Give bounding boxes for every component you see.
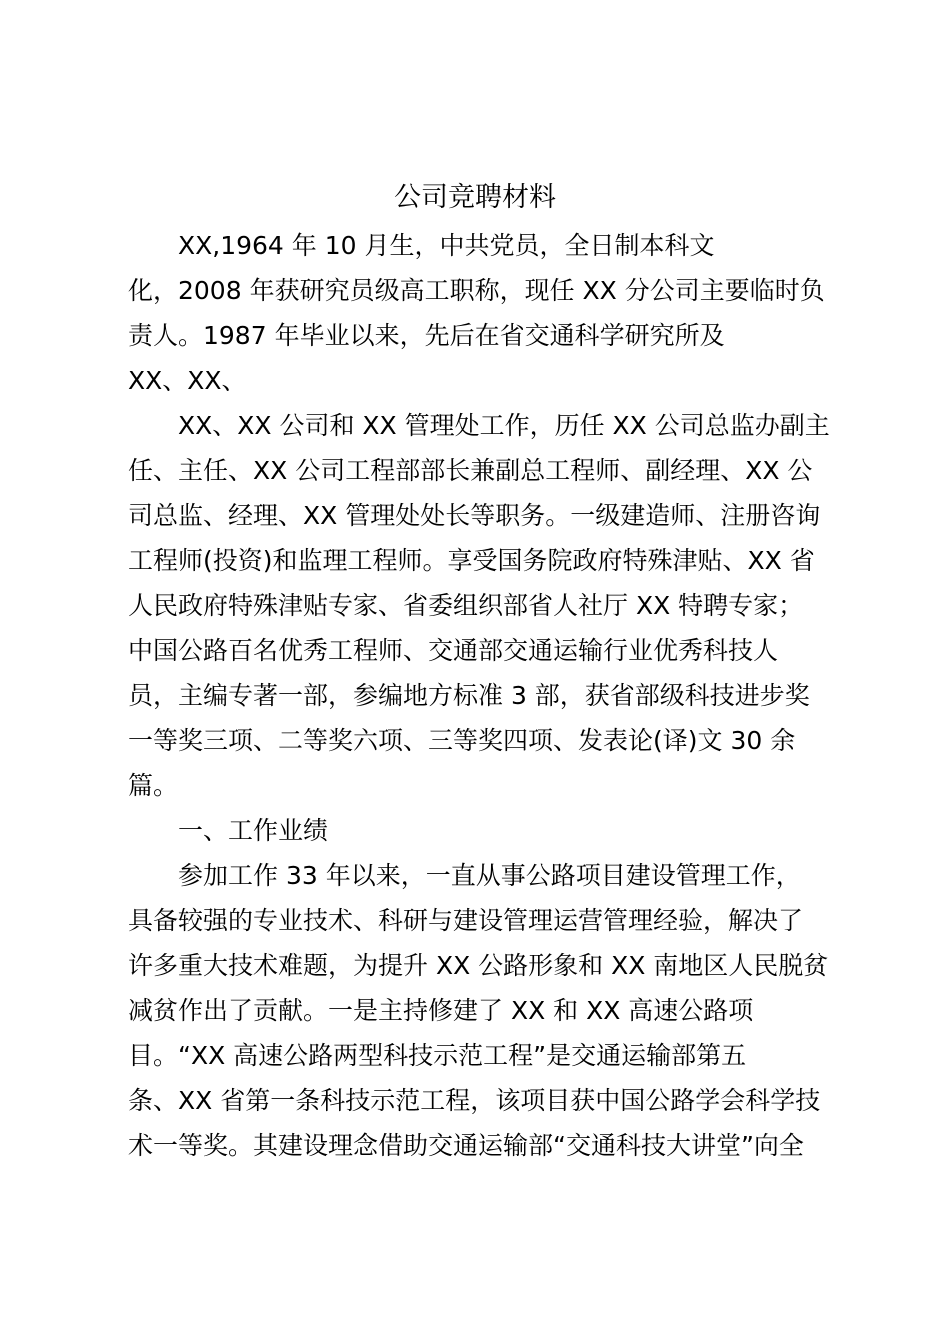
text-line: 篇。	[128, 771, 179, 800]
text-line: 参加工作 33 年以来，一直从事公路项目建设管理工作，	[178, 861, 801, 890]
text-line: 具备较强的专业技术、科研与建设管理运营管理经验，解决了	[128, 906, 804, 935]
text-line: 司总监、经理、XX 管理处处长等职务。一级建造师、注册咨询	[128, 501, 821, 530]
text-line: 化，2008 年获研究员级高工职称，现任 XX 分公司主要临时负	[128, 276, 825, 305]
text-line: 目。“XX 高速公路两型科技示范工程”是交通运输部第五	[128, 1041, 747, 1070]
text-line: 中国公路百名优秀工程师、交通部交通运输行业优秀科技人	[128, 636, 779, 665]
text-line: 任、主任、XX 公司工程部部长兼副总工程师、副经理、XX 公	[128, 456, 813, 485]
text-line: 责人。1987 年毕业以来，先后在省交通科学研究所及	[128, 321, 725, 350]
text-line: 减贫作出了贡献。一是主持修建了 XX 和 XX 高速公路项	[128, 996, 754, 1025]
section-heading: 一、工作业绩	[178, 816, 329, 845]
text-line: 人民政府特殊津贴专家、省委组织部省人社厅 XX 特聘专家；	[128, 591, 804, 620]
text-line: 许多重大技术难题，为提升 XX 公路形象和 XX 南地区人民脱贫	[128, 951, 829, 980]
document-title: 公司竞聘材料	[394, 182, 556, 213]
text-line: XX,1964 年 10 月生，中共党员，全日制本科文	[178, 231, 715, 260]
text-line: 工程师(投资)和监理工程师。享受国务院政府特殊津贴、XX 省	[128, 546, 815, 575]
text-line: 员，主编专著一部，参编地方标准 3 部，获省部级科技进步奖	[128, 681, 810, 710]
text-line: 术一等奖。其建设理念借助交通运输部“交通科技大讲堂”向全	[128, 1131, 804, 1160]
text-line: 一等奖三项、二等奖六项、三等奖四项、发表论(译)文 30 余	[128, 726, 796, 755]
text-line: 条、XX 省第一条科技示范工程，该项目获中国公路学会科学技	[128, 1086, 821, 1115]
text-line: XX、XX、	[128, 366, 247, 395]
text-line: XX、XX 公司和 XX 管理处工作，历任 XX 公司总监办副主	[178, 411, 830, 440]
